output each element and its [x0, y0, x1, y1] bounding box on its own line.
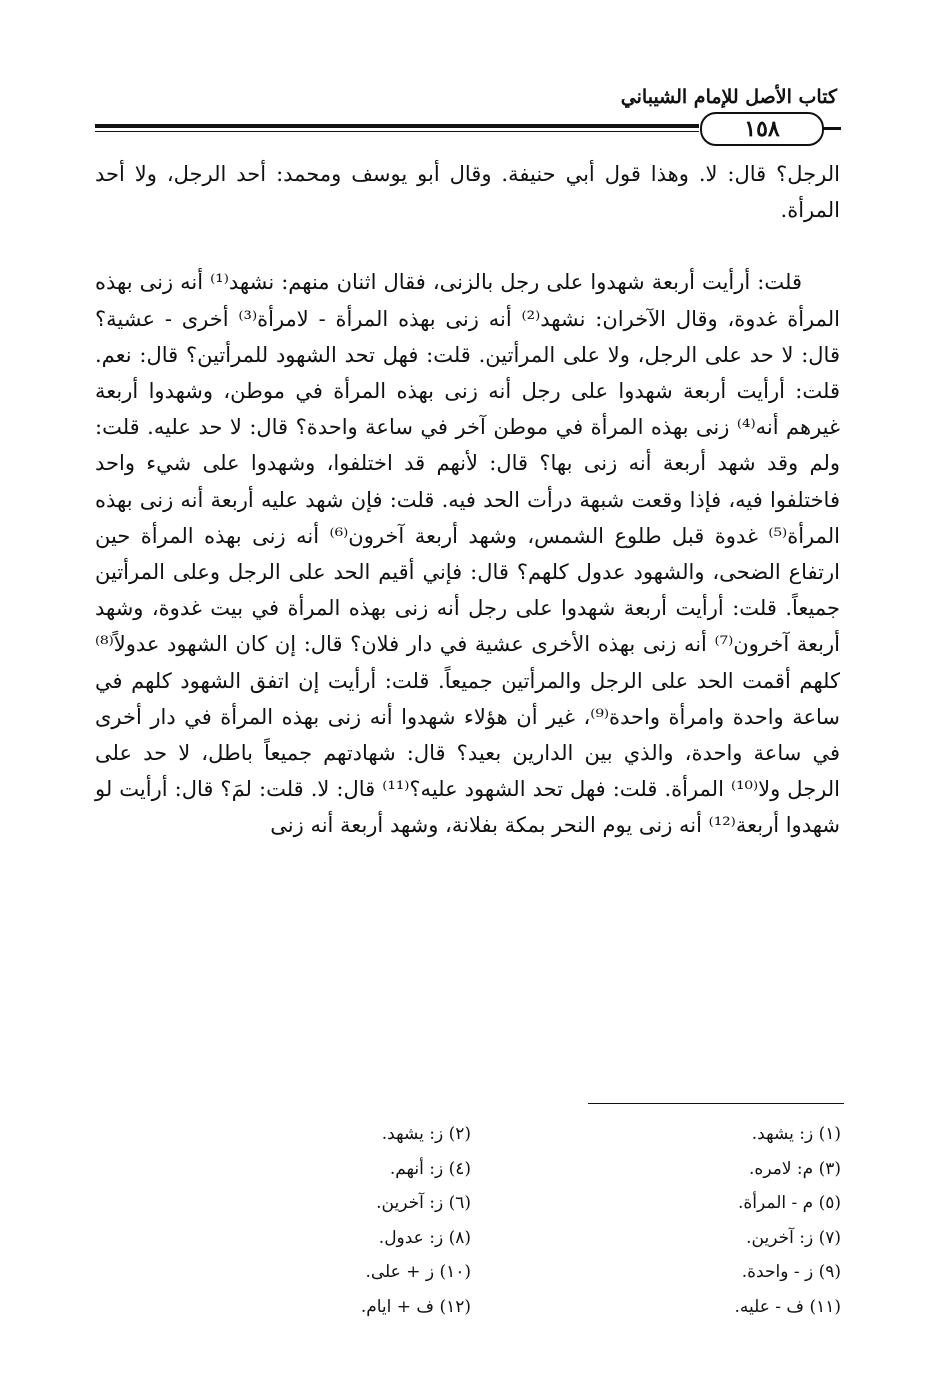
running-title: كتاب الأصل للإمام الشيباني [620, 86, 837, 108]
footnote: (٢) ز: يشهد. [381, 1124, 471, 1144]
footnote-row [100, 1152, 841, 1187]
footnote: (٦) ز: آخرين. [376, 1193, 471, 1213]
footnote: (١٠) ز + على. [365, 1262, 471, 1282]
paragraph-spacer [95, 228, 840, 264]
footnote-row [100, 1117, 841, 1152]
footnote-row [100, 1221, 841, 1256]
footnote: (٩) ز - واحدة. [741, 1262, 841, 1282]
main-text [95, 156, 840, 844]
footnote: (٧) ز: آخرين. [746, 1227, 841, 1248]
header-rule-thin [95, 131, 699, 132]
paragraph: الرجل؟ قال: لا. وهذا قول أبي حنيفة. وقال أبو يوسف ومحمد: أحد الرجل، ولا أحد المرأة. [95, 162, 840, 223]
header-rule [95, 124, 699, 128]
footnotes [100, 1117, 841, 1324]
footnote-separator [588, 1103, 844, 1104]
footnote: (٤) ز: أنهم. [389, 1158, 471, 1179]
footnote-row [100, 1186, 841, 1221]
page-number: ١٥٨ [700, 112, 824, 146]
footnote: (٨) ز: عدول. [378, 1227, 471, 1248]
footnote: (٥) م - المرأة. [737, 1193, 841, 1213]
footnote-row [100, 1290, 841, 1325]
footnote-row [100, 1255, 841, 1290]
paragraph: قلت: أرأيت أربعة شهدوا على رجل بالزنى، فقال اثنان منهم: نشهد⁽¹⁾ أنه زنى بهذه المرأة غدوة، وقال الآخران: نشهد⁽²⁾ أنه زنى بهذه المرأة - لامرأة⁽³⁾ أخرى - عشية؟ قال: لا حد على الرجل، ولا على المرأتين. قلت: فهل تحد الشهود للمرأتين؟ قال: نعم. قلت: أرأيت أربعة شهدوا على رجل أنه زنى بهذه المرأة في موطن، وشهدوا أربعة غيرهم أنه⁽⁴⁾ زنى بهذه المرأة في موطن آخر في ساعة واحدة؟ قال: لا حد عليه. قلت: ولم وقد شهد أربعة أنه زنى بها؟ قال: لأنهم قد اختلفوا، وشهدوا على شيء واحد فاختلفوا فيه، فإذا وقعت شبهة درأت الحد فيه. قلت: فإن شهد عليه أربعة أنه زنى بهذه المرأة⁽⁵⁾ غدوة قبل طلوع الشمس، وشهد أربعة آخرون⁽⁶⁾ أنه زنى بهذه المرأة حين ارتفاع الضحى، والشهود عدول كلهم؟ قال: فإني أقيم الحد على الرجل وعلى المرأتين جميعاً. قلت: أرأيت أربعة شهدوا على رجل أنه زنى بهذه المرأة في بيت غدوة، وشهد أربعة آخرون⁽⁷⁾ أنه زنى بهذه الأخرى عشية في دار فلان؟ قال: إن كان الشهود عدولاً⁽⁸⁾ كلهم أقمت الحد على الرجل والمرأتين جميعاً. قلت: أرأيت إن اتفق الشهود كلهم في ساعة واحدة وامرأة واحدة⁽⁹⁾، غير أن هؤلاء شهدوا أنه زنى بهذه المرأة في دار أخرى في ساعة واحدة، والذي بين الدارين بعيد؟ قال: شهادتهم جميعاً باطل، لا حد على الرجل ولا⁽¹⁰⁾ المرأة. قلت: فهل تحد الشهود عليه؟⁽¹¹⁾ قال: لا. قلت: لمَ؟ قال: أرأيت لو شهدوا أربعة⁽¹²⁾ أنه زنى يوم النحر بمكة بفلانة، وشهد أربعة أنه زنى [95, 270, 841, 838]
footnote: (١٢) ف + ايام. [360, 1296, 471, 1317]
footnote: (١) ز: يشهد. [751, 1124, 841, 1144]
footnote: (٣) م: لامره. [749, 1158, 841, 1179]
footnote: (١١) ف - عليه. [734, 1296, 841, 1317]
